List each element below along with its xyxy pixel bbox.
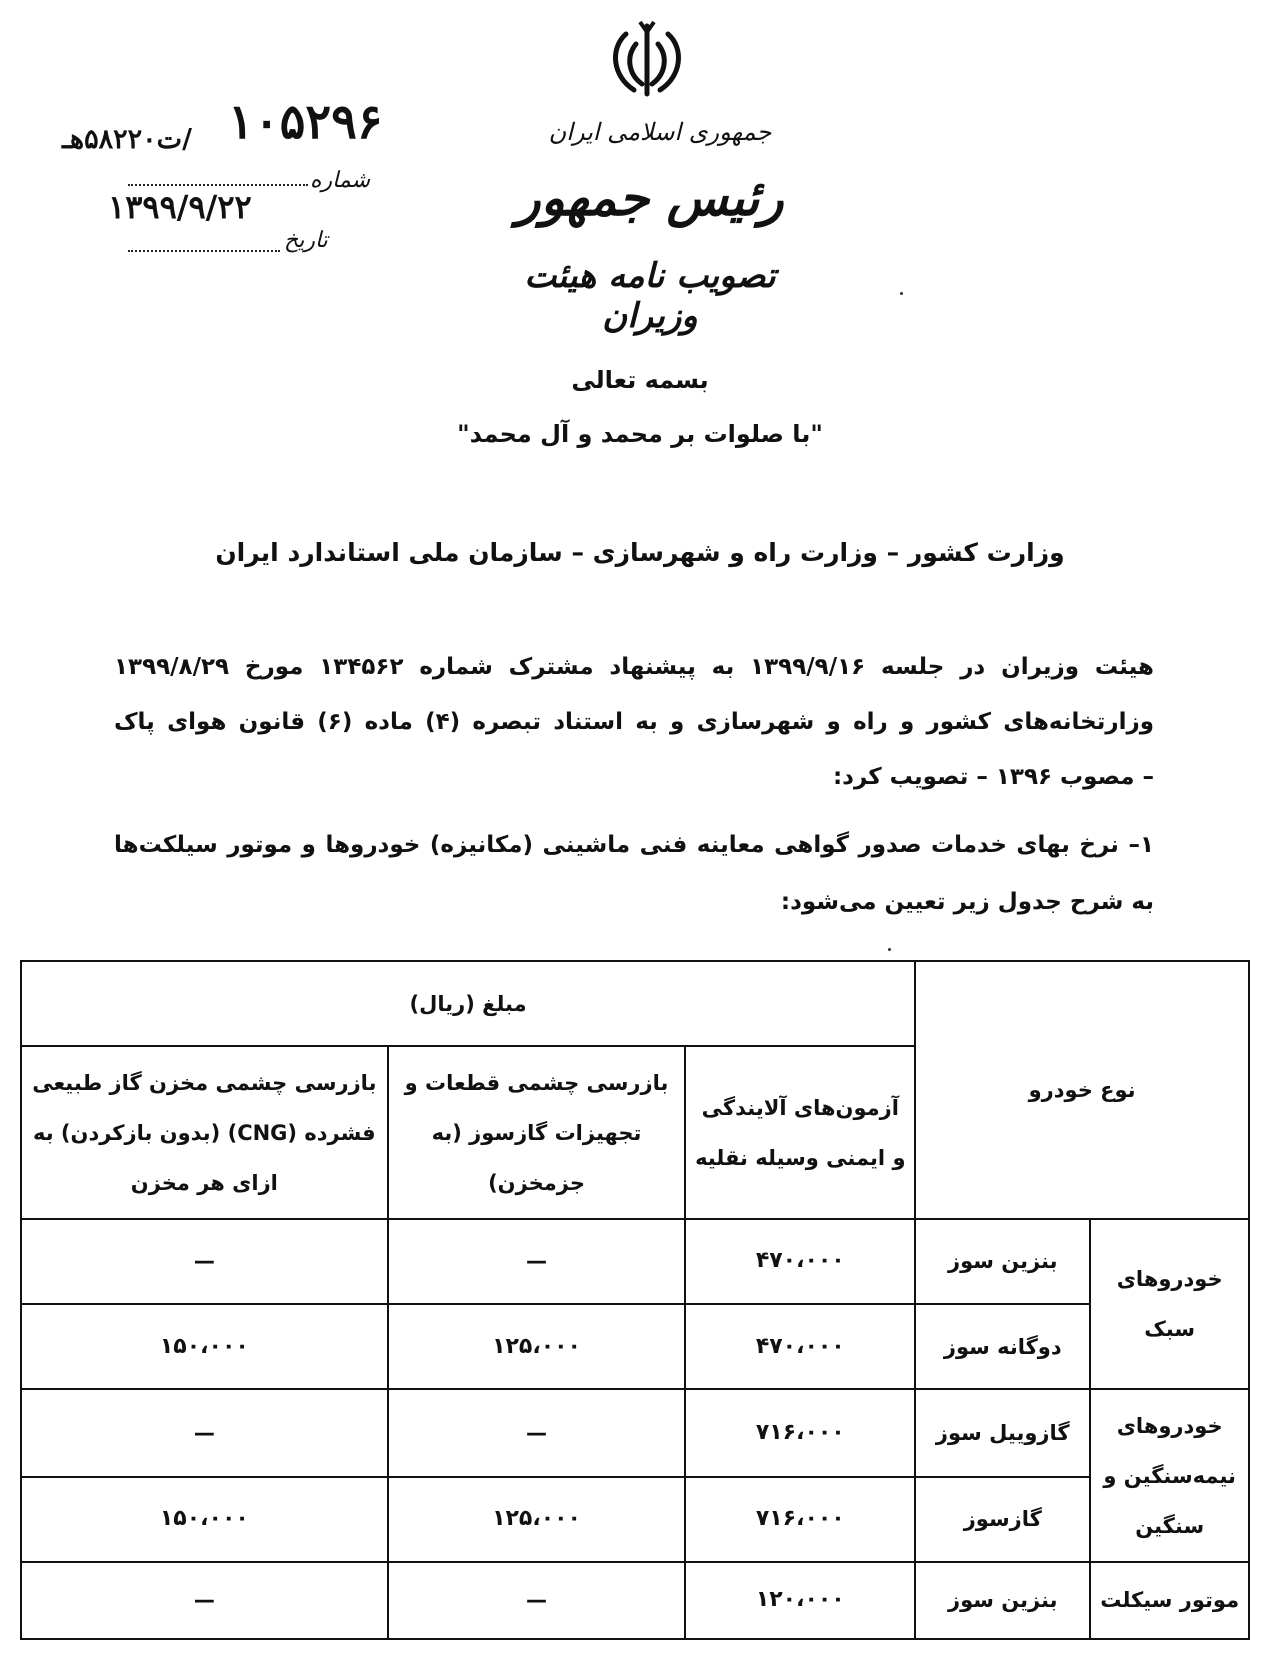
parts-value: ۱۲۵،۰۰۰ — [388, 1477, 686, 1562]
amount-header: مبلغ (ریال) — [21, 961, 915, 1046]
group-label: خودروهای سبک — [1090, 1219, 1249, 1390]
office-title: رئیس جمهور — [516, 168, 784, 227]
tests-value: ۴۷۰،۰۰۰ — [685, 1304, 915, 1389]
date-label: تاریخ — [284, 228, 328, 253]
parts-value: ۱۲۵،۰۰۰ — [388, 1304, 686, 1389]
resolution-intro-end: – مصوب ۱۳۹۶ – تصویب کرد: — [832, 764, 1154, 790]
fuel-cell: بنزین سوز — [915, 1219, 1090, 1304]
reference-suffix: /ت۵۸۲۲۰هـ — [62, 124, 192, 155]
parts-value: — — [388, 1219, 686, 1304]
fuel-cell: بنزین سوز — [915, 1562, 1090, 1639]
tests-value: ۷۱۶،۰۰۰ — [685, 1389, 915, 1476]
fuel-cell: گازسوز — [915, 1477, 1090, 1562]
addressees: وزارت کشور – وزارت راه و شهرسازی – سازمان ملی استاندارد ایران — [215, 538, 1065, 567]
tests-value: ۷۱۶،۰۰۰ — [685, 1477, 915, 1562]
tests-value: ۱۲۰،۰۰۰ — [685, 1562, 915, 1639]
speck — [888, 948, 891, 951]
reference-date: ۱۳۹۹/۹/۲۲ — [108, 188, 252, 226]
cng-value: ۱۵۰،۰۰۰ — [21, 1304, 388, 1389]
iran-emblem-icon — [604, 18, 690, 100]
approval-title: تصویب نامه هیئت وزیران — [524, 256, 776, 336]
fuel-cell: گازوییل سوز — [915, 1389, 1090, 1476]
republic-title: جمهوری اسلامی ایران — [548, 118, 772, 146]
fuel-cell: دوگانه سوز — [915, 1304, 1090, 1389]
cng-value: ۱۵۰،۰۰۰ — [21, 1477, 388, 1562]
vehicle-type-header: نوع خودرو — [915, 961, 1249, 1219]
speck — [900, 292, 903, 295]
rates-table — [20, 960, 1250, 1640]
col-header-cng: بازرسی چشمی مخزن گاز طبیعی فشرده (CNG) (بدون بازکردن) به ازای هر مخزن — [21, 1046, 388, 1219]
group-label: موتور سیکلت — [1090, 1562, 1249, 1639]
col-header-parts: بازرسی چشمی قطعات و تجهیزات گازسوز (به جزمخزن) — [388, 1046, 686, 1219]
resolution-intro: هیئت وزیران در جلسه ۱۳۹۹/۹/۱۶ به پیشنهاد مشترک شماره ۱۳۴۵۶۲ مورخ ۱۳۹۹/۸/۲۹ وزارتخانه‌های کشور و راه و شهرسازی و به استناد تبصره (۴) ماده (۶) قانون هوای پاک — [114, 654, 1155, 735]
item-1: ۱– نرخ بهای خدمات صدور گواهی معاینه فنی ماشینی (مکانیزه) خودروها و موتور سیلکت‌ها — [114, 832, 1154, 858]
tests-value: ۴۷۰،۰۰۰ — [685, 1219, 915, 1304]
parts-value: — — [388, 1562, 686, 1639]
invocation: بسمه تعالی — [571, 366, 709, 394]
cng-value: — — [21, 1562, 388, 1639]
reference-number: ۱۰۵۲۹۶ — [228, 94, 383, 150]
cng-value: — — [21, 1389, 388, 1476]
col-header-tests: آزمون‌های آلایندگی و ایمنی وسیله نقلیه — [685, 1046, 915, 1219]
date-dotted-line — [128, 250, 280, 252]
salawat: "با صلوات بر محمد و آل محمد" — [457, 420, 823, 448]
number-label: شماره — [310, 168, 371, 193]
item-1-end: به شرح جدول زیر تعیین می‌شود: — [780, 889, 1154, 915]
group-label: خودروهای نیمه‌سنگین و سنگین — [1090, 1389, 1249, 1562]
parts-value: — — [388, 1389, 686, 1476]
number-dotted-line — [128, 184, 308, 186]
cng-value: — — [21, 1219, 388, 1304]
